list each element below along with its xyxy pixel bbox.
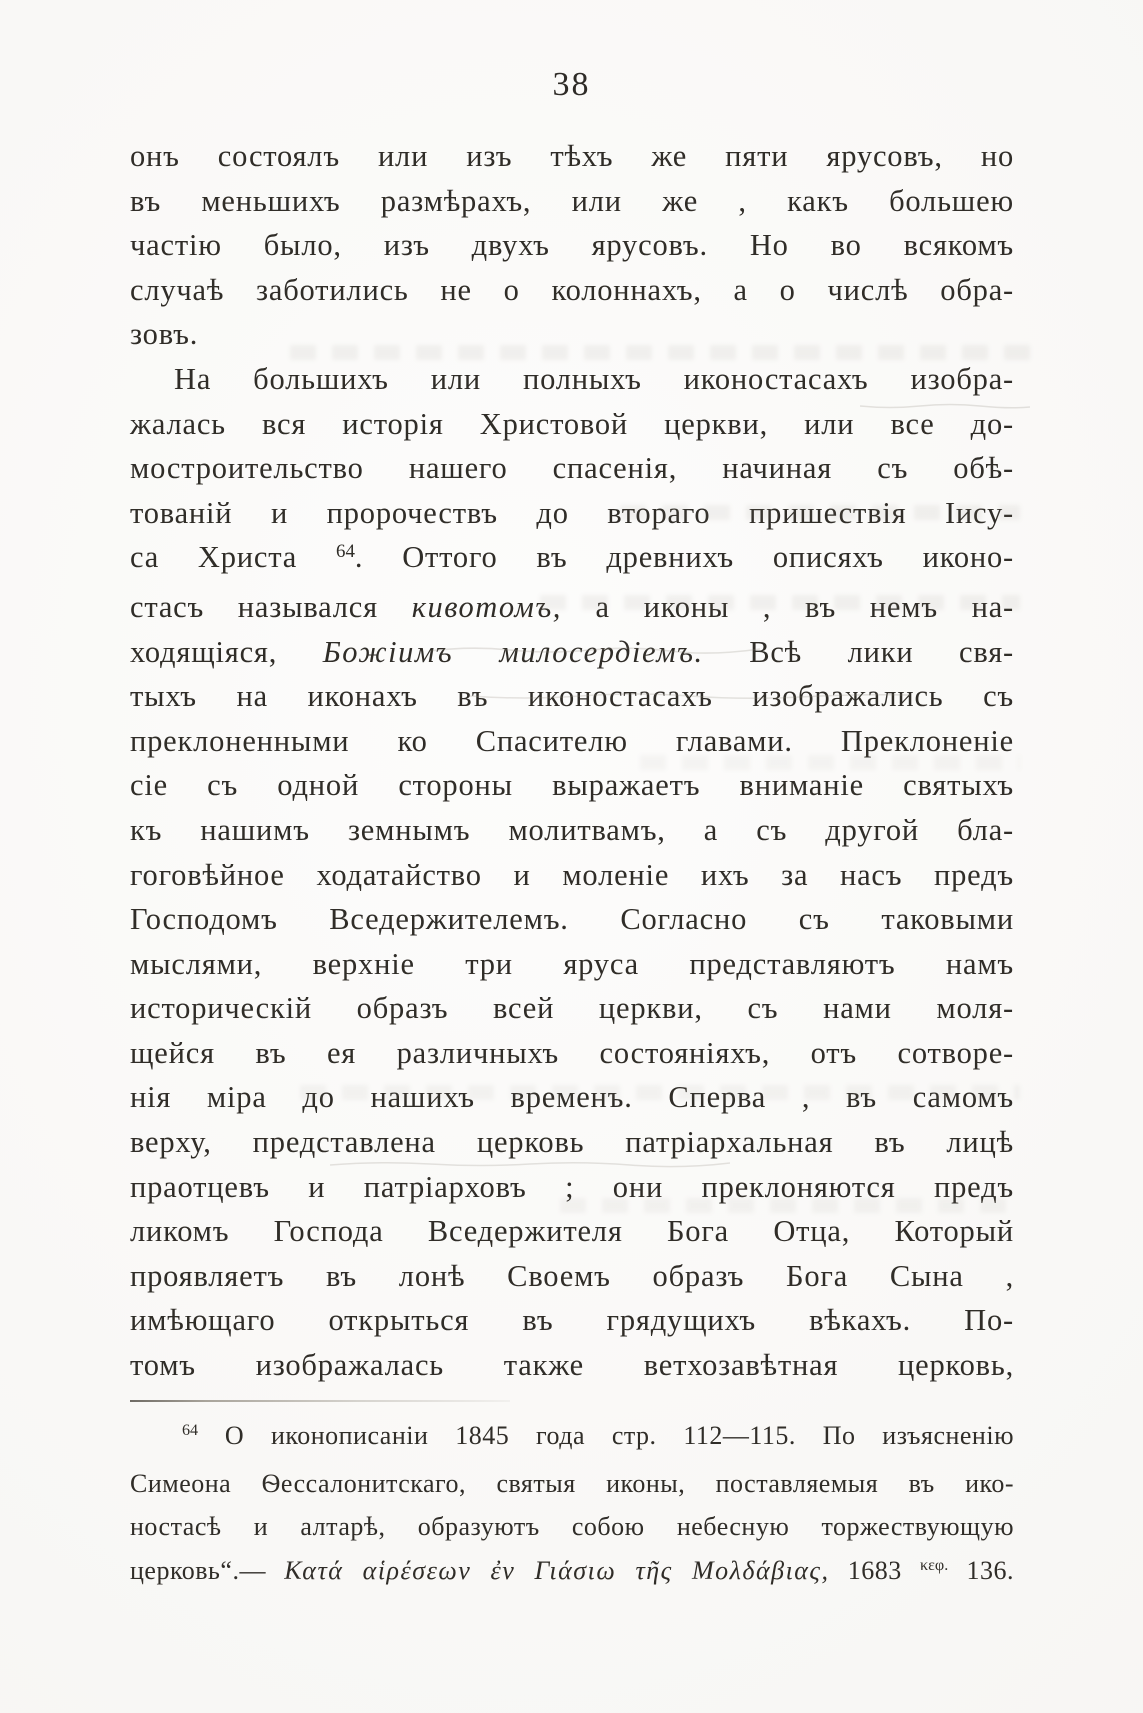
text-segment: ностасѣ и алтарѣ, образуютъ собою небесную торжествующую (130, 1512, 1014, 1541)
text-line (130, 446, 1014, 491)
text-line (130, 357, 1014, 402)
footnote-block (130, 1414, 1014, 1596)
text-segment: Господомъ Вседержителемъ. Согласно съ таковыми (130, 902, 1014, 937)
text-line (130, 1414, 1014, 1462)
text-segment: ходящіяся, (130, 634, 323, 669)
text-segment: въ меньшихъ размѣрахъ, или же , какъ большею (130, 183, 1014, 218)
text-line (130, 808, 1014, 853)
text-segment: мыслями, верхніе три яруса представляютъ намъ (130, 946, 1014, 981)
text-segment: историческій образъ всей церкви, съ нами моля- (130, 991, 1014, 1026)
text-line (130, 134, 1014, 179)
text-line (130, 853, 1014, 898)
text-line (130, 1120, 1014, 1165)
text-line (130, 1075, 1014, 1120)
text-line (130, 402, 1014, 447)
text-line (130, 312, 1014, 357)
text-segment: гоговѣйное ходатайство и моленіе ихъ за насъ предъ (130, 857, 1014, 892)
text-line (130, 1298, 1014, 1343)
text-segment: мостроительство нашего спасенія, начиная съ обѣ- (130, 451, 1014, 486)
text-line (130, 491, 1014, 536)
text-segment: проявляетъ въ лонѣ Своемъ образъ Бога Сына , (130, 1258, 1014, 1293)
text-line (130, 986, 1014, 1031)
text-line (130, 535, 1014, 585)
text-segment: зовъ. (130, 317, 199, 352)
footnote-marker: 64 (336, 540, 355, 562)
text-segment: частію было, изъ двухъ ярусовъ. Но во всякомъ (130, 228, 1014, 263)
footnote-marker: κεφ. (920, 1556, 949, 1574)
text-line (130, 179, 1014, 224)
text-segment: праотцевъ и патріарховъ ; они преклоняются предъ (130, 1169, 1014, 1204)
text-segment: О иконописаніи 1845 года стр. 112—115. По изъясненію (198, 1421, 1014, 1450)
text-line (130, 1462, 1014, 1506)
text-segment: жалась вся исторія Христовой церкви, или все до- (130, 406, 1014, 441)
text-segment: томъ изображалась также ветхозавѣтная церковь, (130, 1348, 1014, 1383)
text-segment: щейся въ ея различныхъ состояніяхъ, отъ сотворе- (130, 1035, 1014, 1070)
text-segment: а иконы , въ немъ на- (561, 589, 1015, 624)
text-segment: нія міра до нашихъ временъ. Сперва , въ самомъ (130, 1080, 1014, 1115)
italic-text-segment: кивотомъ, (411, 589, 562, 624)
text-line (130, 585, 1014, 630)
text-segment: Симеона Ѳессалонитскаго, святыя иконы, поставляемыя въ ико- (130, 1468, 1014, 1498)
text-segment: случаѣ заботились не о колоннахъ, а о числѣ обра- (130, 272, 1014, 307)
text-line (130, 630, 1014, 675)
text-segment: верху, представлена церковь патріархальная въ лицѣ (130, 1125, 1014, 1160)
text-segment: церковь“.— (130, 1555, 285, 1585)
text-line (130, 1343, 1014, 1388)
text-line (130, 719, 1014, 764)
text-line (130, 1254, 1014, 1299)
text-segment: ликомъ Господа Вседержителя Бога Отца, Который (130, 1214, 1014, 1249)
footnote-separator-rule (130, 1400, 510, 1402)
text-segment: 136. (948, 1555, 1014, 1585)
text-line (130, 1209, 1014, 1254)
text-line (130, 1031, 1014, 1076)
text-line (130, 763, 1014, 808)
text-segment: онъ состоялъ или изъ тѣхъ же пяти ярусовъ, но (130, 139, 1014, 173)
text-segment: 1683 (829, 1555, 921, 1585)
text-segment: тованій и пророчествъ до втораго пришествія Іису- (130, 495, 1014, 530)
text-segment: сіе съ одной стороны выражаетъ вниманіе святыхъ (130, 768, 1014, 803)
text-segment: Всѣ лики свя- (703, 634, 1014, 669)
italic-text-segment: Κατά αἱρέσεων ἐν Γιάσιω τῆς Μολδάβιας, (284, 1555, 830, 1585)
italic-text-segment: Божіимъ милосердіемъ. (322, 634, 704, 669)
text-segment: стасъ назывался (130, 589, 412, 624)
text-segment: тыхъ на иконахъ въ иконостасахъ изображались съ (130, 679, 1014, 714)
text-line (130, 1165, 1014, 1210)
text-line (130, 1549, 1014, 1597)
text-line (130, 223, 1014, 268)
text-segment: . Оттого въ древнихъ описяхъ иконо- (354, 540, 1015, 575)
text-line (130, 942, 1014, 987)
text-line (130, 674, 1014, 719)
text-segment: са Христа (130, 540, 336, 575)
text-segment: къ нашимъ земнымъ молитвамъ, а съ другой бла- (130, 812, 1014, 847)
main-text-block (130, 134, 1014, 1388)
text-segment: преклоненными ко Спасителю главами. Преклоненіе (130, 723, 1014, 758)
text-segment: имѣющаго открыться въ грядущихъ вѣкахъ. По- (130, 1303, 1014, 1338)
page-number: 38 (552, 66, 591, 103)
text-segment: На большихъ или полныхъ иконостасахъ изобра- (174, 361, 1014, 396)
text-line (130, 268, 1014, 313)
text-line (130, 897, 1014, 942)
text-line (130, 1505, 1014, 1549)
footnote-marker: 64 (182, 1422, 199, 1440)
